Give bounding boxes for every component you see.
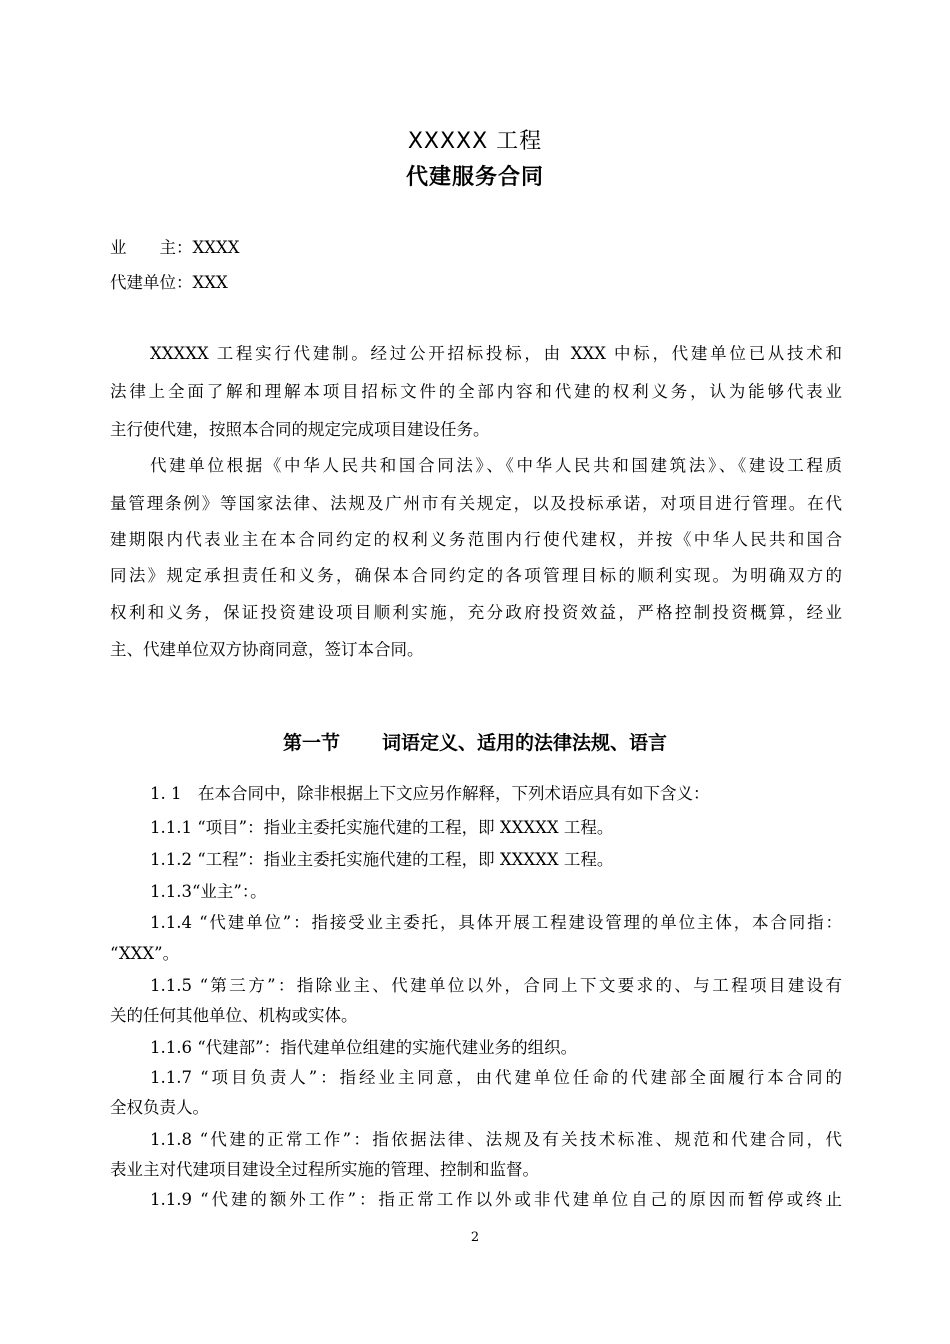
owner-label: 业 主： xyxy=(110,238,193,257)
clause-line: 表业主对代建项目建设全过程所实施的管理、控制和监督。 xyxy=(110,1160,539,1179)
preamble-line: 量管理条例》等国家法律、法规及广州市有关规定，以及投标承诺，对项目进行管理。在代 xyxy=(110,494,842,513)
clause-line: 1. 1 在本合同中，除非根据上下文应另作解释，下列术语应具有如下含义： xyxy=(150,784,710,803)
owner-value: XXXX xyxy=(192,238,240,257)
section-title: 词语定义、适用的法律法规、语言 xyxy=(382,732,668,754)
section-number: 第一节 xyxy=(282,732,340,754)
contract-title-project: XXXXX 工程 xyxy=(407,129,543,154)
clause-line: 1.1.3“业主”：。 xyxy=(150,882,267,901)
preamble-line: 法律上全面了解和理解本项目招标文件的全部内容和代建的权利义务，认为能够代表业 xyxy=(110,382,842,401)
agent-value: XXX xyxy=(192,273,228,292)
preamble-line: 同法》规定承担责任和义务，确保本合同约定的各项管理目标的顺利实现。为明确双方的 xyxy=(110,566,842,585)
preamble-line: 主、代建单位双方协商同意，签订本合同。 xyxy=(110,640,424,659)
clause-line: 1.1.6 “代建部”：指代建单位组建的实施代建业务的组织。 xyxy=(150,1038,578,1057)
clause-line: 1.1.4 “代建单位”：指接受业主委托，具体开展工程建设管理的单位主体，本合同指： xyxy=(150,913,842,932)
clause-line: 关的任何其他单位、机构或实体。 xyxy=(110,1006,358,1025)
clause-line: 全权负责人。 xyxy=(110,1098,209,1117)
preamble-line: XXXXX 工程实行代建制。经过公开招标投标，由 XXX 中标，代建单位已从技术和 xyxy=(150,344,842,363)
preamble-line: 代建单位根据《中华人民共和国合同法》、《中华人民共和国建筑法》、《建设工程质 xyxy=(150,456,842,475)
owner-line xyxy=(110,238,240,258)
preamble-line: 主行使代建，按照本合同的规定完成项目建设任务。 xyxy=(110,420,490,439)
contract-title: 代建服务合同 xyxy=(405,165,544,190)
clause-line: 1.1.9 “代建的额外工作”：指正常工作以外或非代建单位自己的原因而暂停或终止 xyxy=(150,1190,842,1209)
clause-line: “XXX”。 xyxy=(110,944,180,963)
page-number: 2 xyxy=(470,1230,480,1245)
clause-line: 1.1.5 “第三方”：指除业主、代建单位以外，合同上下文要求的、与工程项目建设有 xyxy=(150,976,842,995)
preamble-line: 建期限内代表业主在本合同约定的权利义务范围内行使代建权，并按《中华人民共和国合 xyxy=(110,530,842,549)
clause-line: 1.1.7 “项目负责人”：指经业主同意，由代建单位任命的代建部全面履行本合同的 xyxy=(150,1068,842,1087)
clause-line: 1.1.2 “工程”：指业主委托实施代建的工程，即 XXXXX 工程。 xyxy=(150,850,614,869)
agent-line xyxy=(110,273,228,293)
preamble-line: 权利和义务，保证投资建设项目顺利实施，充分政府投资效益，严格控制投资概算，经业 xyxy=(110,603,842,622)
clause-line: 1.1.8 “代建的正常工作”：指依据法律、法规及有关技术标准、规范和代建合同，代 xyxy=(150,1130,842,1149)
clause-line: 1.1.1 “项目”：指业主委托实施代建的工程，即 XXXXX 工程。 xyxy=(150,818,614,837)
section-heading xyxy=(0,728,950,755)
agent-label: 代建单位： xyxy=(110,273,193,292)
